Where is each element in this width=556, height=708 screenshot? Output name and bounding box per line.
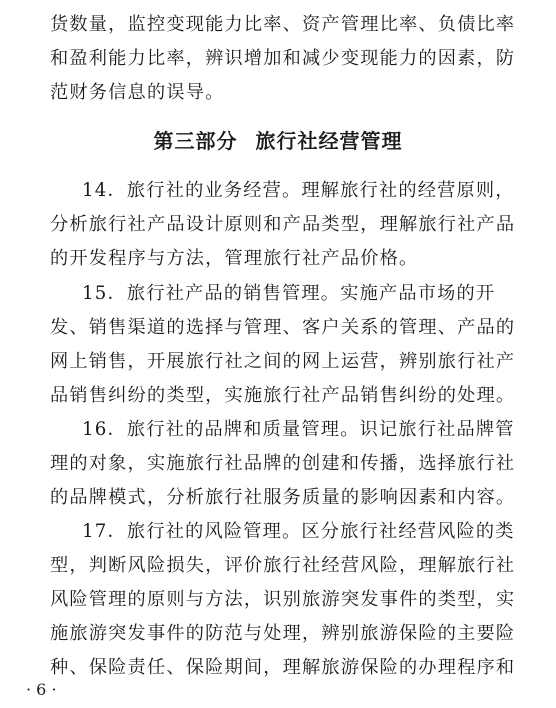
- item-15-line-4: 品销售纠纷的类型，实施旅行社产品销售纠纷的处理。: [50, 385, 516, 406]
- item-14-line-3: 的开发程序与方法，管理旅行社产品价格。: [50, 248, 419, 269]
- item-17-line-4: 施旅游突发事件的防范与处理，辨别旅游保险的主要险: [50, 623, 516, 644]
- section-title-text: 旅行社经营管理: [255, 129, 403, 153]
- item-16-line-2: 理的对象，实施旅行社品牌的创建和传播，选择旅行社: [50, 453, 516, 474]
- intro-line-2: 和盈利能力比率，辨识增加和减少变现能力的因素，防: [50, 48, 516, 69]
- item-14-line-1: 14．旅行社的业务经营。理解旅行社的经营原则，: [82, 180, 515, 201]
- item-14-line-2: 分析旅行社产品设计原则和产品类型，理解旅行社产品: [50, 214, 516, 235]
- item-15-line-2: 发、销售渠道的选择与管理、客户关系的管理、产品的: [50, 317, 516, 338]
- item-16-line-3: 的品牌模式，分析旅行社服务质量的影响因素和内容。: [50, 487, 516, 508]
- item-17-line-1: 17．旅行社的风险管理。区分旅行社经营风险的类: [82, 521, 515, 542]
- item-17-line-3: 风险管理的原则与方法，识别旅游突发事件的类型，实: [50, 589, 516, 610]
- section-heading: [0, 129, 556, 153]
- intro-line-1: 货数量，监控变现能力比率、资产管理比率、负债比率: [50, 14, 516, 35]
- item-16-line-1: 16．旅行社的品牌和质量管理。识记旅行社品牌管: [82, 419, 515, 440]
- intro-line-3: 范财务信息的误导。: [50, 82, 225, 103]
- section-part-label: 第三部分: [153, 129, 238, 153]
- page-number: · 6 ·: [26, 680, 57, 699]
- item-17-line-2: 型，判断风险损失，评价旅行社经营风险，理解旅行社: [50, 555, 516, 576]
- item-15-line-1: 15．旅行社产品的销售管理。实施产品市场的开: [82, 283, 496, 304]
- item-17-line-5: 种、保险责任、保险期间，理解旅游保险的办理程序和: [50, 657, 516, 678]
- item-15-line-3: 网上销售，开展旅行社之间的网上运营，辨别旅行社产: [50, 351, 516, 372]
